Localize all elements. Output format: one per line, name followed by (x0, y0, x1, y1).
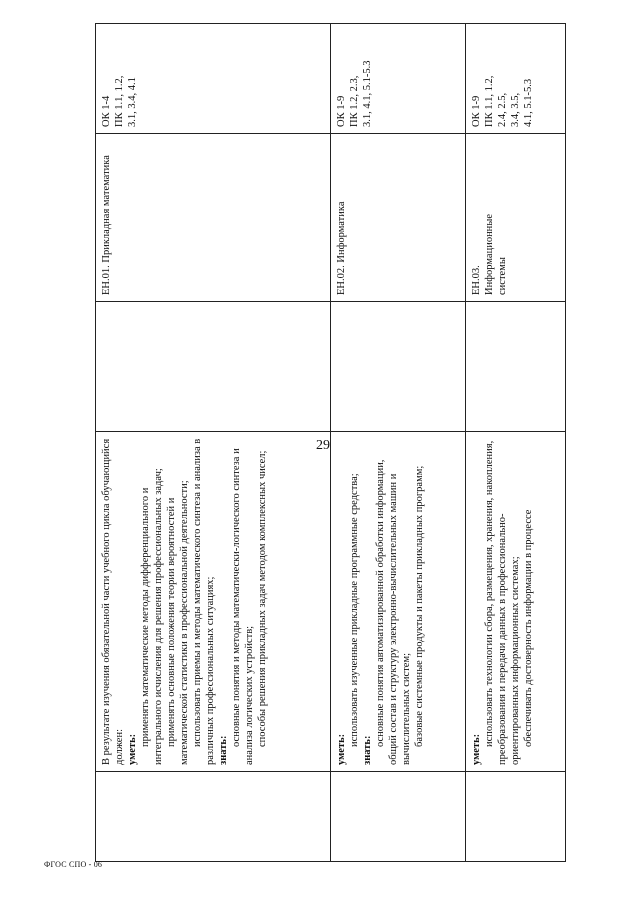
footer-standard-code: ФГОС СПО - 06 (44, 860, 103, 869)
hours-cell (331, 302, 466, 432)
competency-line: основные понятия и методы математически-логического синтеза и анализа логических устройств; (231, 448, 255, 765)
table-row (331, 24, 466, 862)
competency-line: способы решения прикладных задач методом комплексных чисел; (257, 450, 268, 747)
hours-cell (466, 302, 566, 432)
subject-cell: ЕН.01. Прикладная математика (96, 134, 331, 302)
competency-line: уметь: (336, 733, 347, 765)
index-cell (96, 772, 331, 862)
curriculum-table (95, 23, 566, 862)
index-cell (331, 772, 466, 862)
competency-line: использовать приемы и методы математического синтеза и анализа в различных профессиональных ситуациях; (192, 438, 216, 765)
index-cell (466, 772, 566, 862)
page-number: 29 (316, 438, 330, 453)
competency-line: использовать технологии сбора, размещения, хранения, накопления, преобразования и передачи данных в профессионально-ориентированных информационных системах; (484, 440, 521, 765)
competency-line: основные понятия автоматизированной обработки информации, общий состав и структуру электронно-вычислительных машин и вычислительных систем; (375, 459, 412, 765)
subject-cell: ЕН.03. Информационные системы (466, 134, 566, 302)
competency-codes-cell: ОК 1-9 ПК 1.2, 2.3, 3.1, 4.1, 5.1-5.3 (331, 24, 466, 134)
competencies-cell (466, 432, 566, 772)
competency-line: обеспечивать достоверность информации в процессе (523, 509, 534, 747)
competency-line: уметь: (127, 733, 138, 765)
competency-codes-cell: ОК 1-4 ПК 1.1, 1.2, 3.1, 3.4, 4.1 (96, 24, 331, 134)
competency-line: В результате изучения обязательной части учебного цикла обучающийся должен: (101, 438, 125, 765)
competency-line: уметь: (471, 733, 482, 765)
table-row (96, 24, 331, 862)
competencies-cell (331, 432, 466, 772)
table-row (466, 24, 566, 862)
hours-cell (96, 302, 331, 432)
competency-line: базовые системные продукты и пакеты прикладных программ; (414, 465, 425, 747)
competencies-cell (96, 432, 331, 772)
competency-codes-cell: ОК 1-9 ПК 1.1, 1.2, 2.4, 2.5, 3.4, 3.5, 4.1, 5.1-5.3 (466, 24, 566, 134)
curriculum-table-rotated (95, 24, 565, 862)
competency-line: использовать изученные прикладные программные средства; (349, 473, 360, 747)
competency-line: знать: (218, 735, 229, 765)
competency-line: применять основные положения теории вероятностей и математической статистики в профессиональной деятельности; (166, 480, 190, 765)
competency-line: знать: (362, 735, 373, 765)
competency-line: применять математические методы дифференциального и интегрального исчисления для решения профессиональных задач; (140, 468, 164, 765)
subject-cell: ЕН.02. Информатика (331, 134, 466, 302)
